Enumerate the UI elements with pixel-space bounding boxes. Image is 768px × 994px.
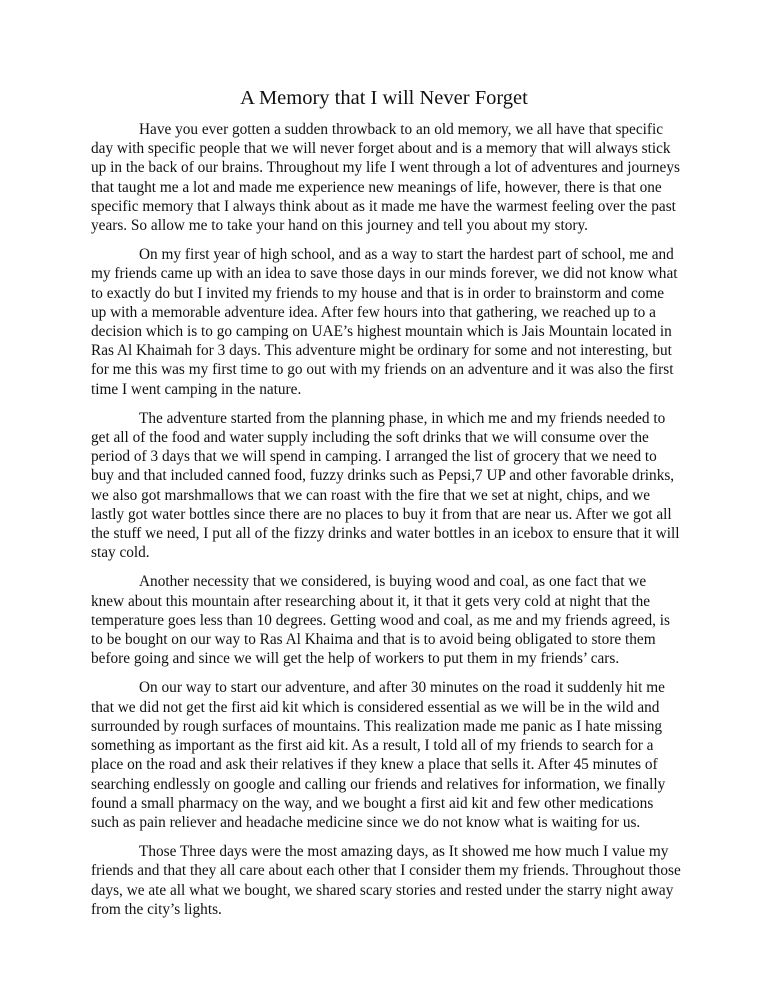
paragraph-1: Have you ever gotten a sudden throwback to an old memory, we all have that specific day with specific people that we will never forget about and is a memory that will always stick up in the back of our brains. Throughout my life I went through a lot of adventures and journeys that taught me a lot and made me experience new meanings of life, however, there is that one specific memory that I always think about as it made me have the warmest feeling over the past years. So allow me to take your hand on this journey and tell you about my story. [91, 121, 680, 235]
paragraph-2: On my first year of high school, and as a way to start the hardest part of school, me and my friends came up with an idea to save those days in our minds forever, we did not know what to exactly do but I invited my friends to my house and that is in order to brainstorm and come up with a memorable adventure idea. After few hours into that gathering, we reached up to a decision which is to go camping on UAE’s highest mountain which is Jais Mountain located in Ras Al Khaimah for 3 days. This adventure might be ordinary for some and not interesting, but for me this was my first time to go out with my friends on an adventure and it was also the first time I went camping in the nature. [91, 246, 678, 398]
paragraph-5: On our way to start our adventure, and after 30 minutes on the road it suddenly hit me that we did not get the first aid kit which is considered essential as we will be in the wild and surrounded by rough surfaces of mountains. This realization made me panic as I hate missing something as important as the first aid kit. As a result, I told all of my friends to search for a place on the road and ask their relatives if they knew a place that sells it. After 45 minutes of searching endlessly on google and calling our friends and relatives for information, we finally found a small pharmacy on the way, and we bought a first aid kit and few other medications such as pain reliever and headache medicine since we do not know what is waiting for us. [91, 679, 666, 831]
page-title: A Memory that I will Never Forget [240, 87, 528, 109]
paragraph-6: Those Three days were the most amazing days, as It showed me how much I value my friends and that they all care about each other that I consider them my friends. Throughout those days, we ate all what we bought, we shared scary stories and rested under the starry night away from the city’s lights. [91, 843, 681, 918]
document-body [91, 120, 681, 929]
paragraph-4: Another necessity that we considered, is buying wood and coal, as one fact that we knew about this mountain after researching about it, it that it gets very cold at night that the temperature goes less than 10 degrees. Getting wood and coal, as me and my friends agreed, is to be bought on our way to Ras Al Khaima and that is to avoid being obligated to store them before going and since we will get the help of workers to put them in my friends’ cars. [91, 573, 670, 668]
paragraph-3: The adventure started from the planning phase, in which me and my friends needed to get all of the food and water supply including the soft drinks that we will consume over the period of 3 days that we will spend in camping. I arranged the list of grocery that we need to buy and that included canned food, fuzzy drinks such as Pepsi,7 UP and other favorable drinks, we also got marshmallows that we can roast with the fire that we set at night, chips, and we lastly got water bottles since there are no places to buy it from that are near us. After we got all the stuff we need, I put all of the fizzy drinks and water bottles in an icebox to ensure that it will stay cold. [91, 409, 680, 562]
